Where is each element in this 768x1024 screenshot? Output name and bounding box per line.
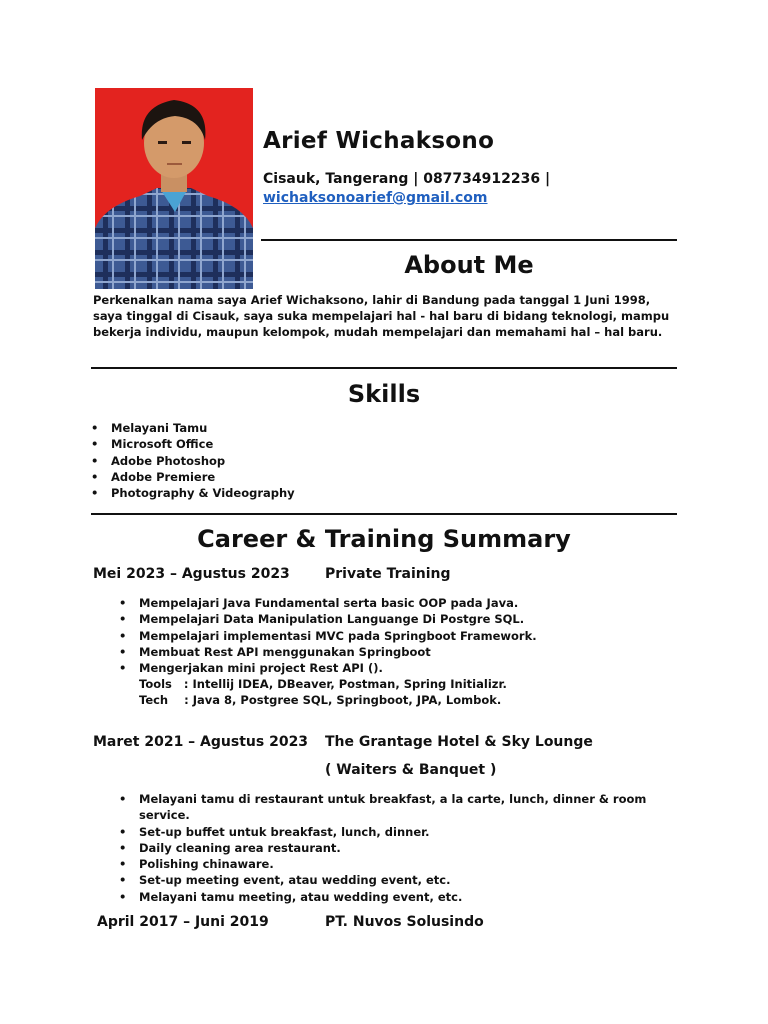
entry-organization: Private Training — [325, 566, 451, 582]
email-link[interactable]: wichaksonoarief@gmail.com — [263, 190, 488, 206]
list-item: • Mempelajari implementasi MVC pada Springboot Framework. — [139, 628, 659, 644]
entry-tasks — [139, 595, 659, 676]
entry-tasks — [139, 791, 659, 905]
entry-date: Mei 2023 – Agustus 2023 — [93, 566, 290, 582]
list-item: • Adobe Photoshop — [111, 453, 295, 469]
list-item: • Photography & Videography — [111, 485, 295, 501]
list-item: • Set-up buffet untuk breakfast, lunch, dinner. — [139, 824, 659, 840]
divider — [91, 513, 677, 515]
entry-organization: PT. Nuvos Solusindo — [325, 914, 484, 930]
entry-organization: The Grantage Hotel & Sky Lounge — [325, 734, 593, 750]
list-item: • Mengerjakan mini project Rest API (). — [139, 660, 659, 676]
list-item: • Polishing chinaware. — [139, 856, 659, 872]
list-item: • Daily cleaning area restaurant. — [139, 840, 659, 856]
entry-date: April 2017 – Juni 2019 — [97, 914, 269, 930]
list-item: • Melayani tamu meeting, atau wedding event, etc. — [139, 889, 659, 905]
list-item: • Set-up meeting event, atau wedding event, etc. — [139, 872, 659, 888]
list-item: • Membuat Rest API menggunakan Springboot — [139, 644, 659, 660]
list-item: • Melayani Tamu — [111, 420, 295, 436]
list-item: • Melayani tamu di restaurant untuk breakfast, a la carte, lunch, dinner & room service. — [139, 791, 659, 824]
about-text: Perkenalkan nama saya Arief Wichaksono, lahir di Bandung pada tanggal 1 Juni 1998, saya tinggal di Cisauk, saya suka mempelajari hal - hal baru di bidang teknologi, mampu bekerja individu, maupun kelompok, mudah mempelajari dan memahami hal – hal baru. — [93, 293, 670, 339]
contact-info: Cisauk, Tangerang | 087734912236 | — [263, 171, 551, 187]
entry-tech: Tech : Java 8, Postgree SQL, Springboot, JPA, Lombok. — [139, 693, 502, 707]
entry-date: Maret 2021 – Agustus 2023 — [93, 734, 309, 750]
divider — [91, 367, 677, 369]
skills-heading: Skills — [347, 380, 421, 408]
entry-tools: Tools : Intellij IDEA, DBeaver, Postman, Spring Initializr. — [139, 677, 507, 691]
person-illustration — [95, 88, 253, 289]
list-item: • Adobe Premiere — [111, 469, 295, 485]
list-item: • Microsoft Office — [111, 436, 295, 452]
list-item: • Mempelajari Java Fundamental serta basic OOP pada Java. — [139, 595, 659, 611]
career-heading: Career & Training Summary — [197, 525, 571, 553]
entry-role: ( Waiters & Banquet ) — [325, 762, 497, 778]
person-name: Arief Wichaksono — [263, 128, 495, 154]
profile-photo — [95, 88, 253, 289]
about-heading: About Me — [404, 251, 534, 279]
skills-list — [111, 420, 295, 501]
divider — [261, 239, 677, 241]
list-item: • Mempelajari Data Manipulation Languange Di Postgre SQL. — [139, 611, 659, 627]
